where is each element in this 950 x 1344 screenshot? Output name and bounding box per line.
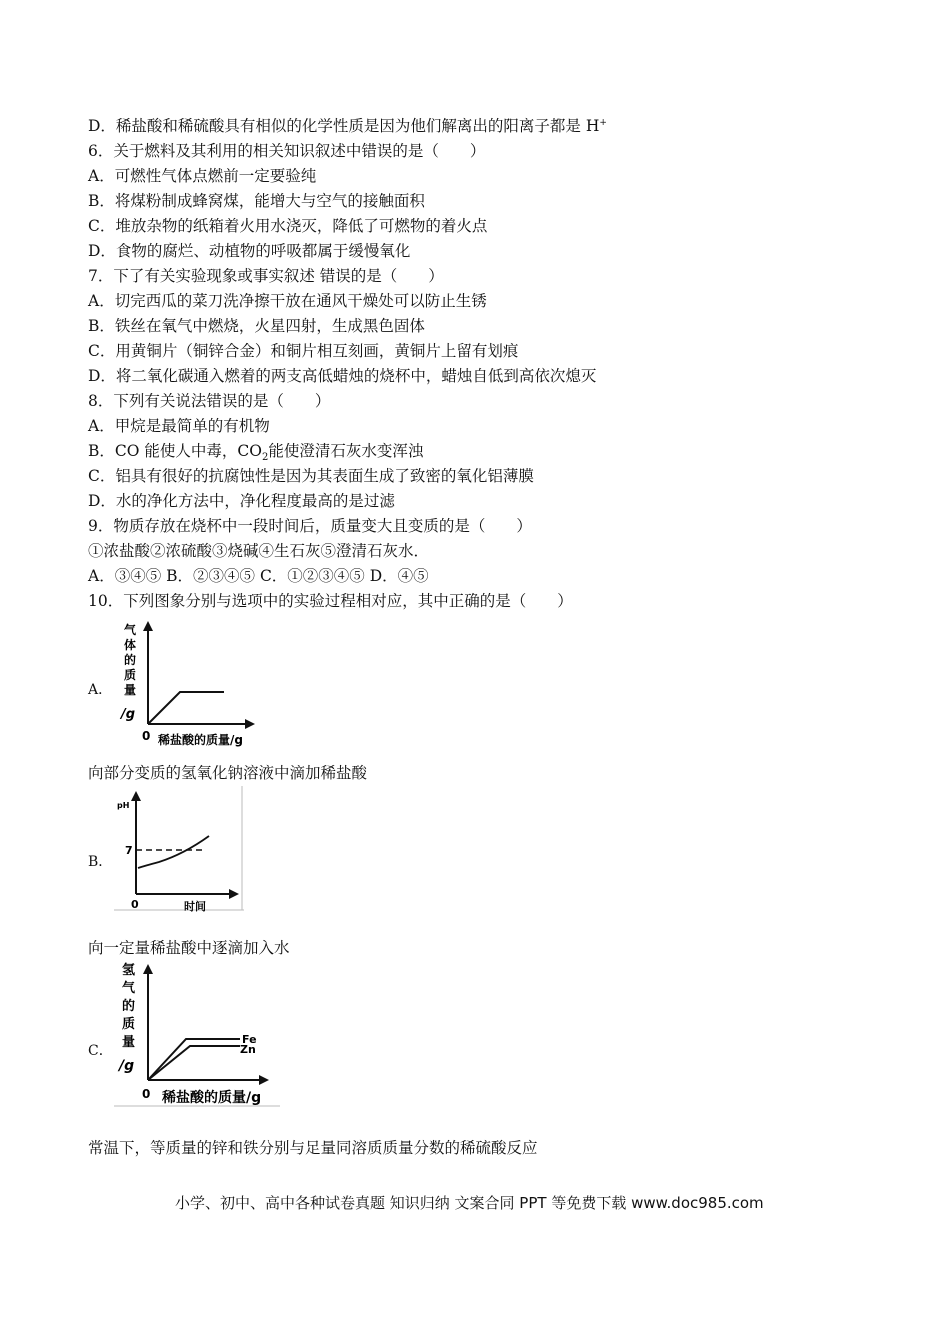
graph-c-series-zn: Zn — [240, 1043, 256, 1056]
graph-c-y-char: 量 — [122, 1035, 136, 1050]
q7-option-c: C．用黄铜片（铜锌合金）和铜片相互刻画，黄铜片上留有划痕 — [88, 342, 519, 360]
graph-b-y-label: pH — [117, 801, 130, 810]
q7-stem: 7．下了有关实验现象或事实叙述 错误的是（ ） — [88, 267, 444, 285]
q6-option-d: D．食物的腐烂、动植物的呼吸都属于缓慢氧化 — [88, 242, 411, 260]
q9-substances: ①浓盐酸②浓硫酸③烧碱④生石灰⑤澄清石灰水． — [88, 542, 430, 560]
q8-option-b: B．CO 能使人中毒，$CO_2$能使澄清石灰水变浑浊 — [88, 442, 424, 464]
graph-a-y-char: 的 — [124, 653, 137, 667]
graph-b-x-label: 时间 — [184, 900, 206, 912]
q10-option-a-label: A． — [88, 682, 113, 698]
graph-c-x-label: 稀盐酸的质量/g — [162, 1090, 262, 1106]
graph-b-tick: 7 — [125, 844, 133, 857]
graph-c-y-char: 质 — [122, 1017, 136, 1032]
page-footer: 小学、初中、高中各种试卷真题 知识归纳 文案合同 PPT 等免费下载 www.doc985.com — [175, 1194, 764, 1212]
graph-a-y-char: 质 — [124, 668, 137, 682]
q9-options: A．③④⑤ B．②③④⑤ C．①②③④⑤ D．④⑤ — [88, 567, 429, 585]
graph-c — [112, 956, 284, 1110]
q10-option-a-caption: 向部分变质的氢氧化钠溶液中滴加稀盐酸 — [88, 764, 368, 782]
graph-c-y-char: /g — [119, 1058, 135, 1074]
graph-a-y-char: 量 — [124, 683, 137, 697]
graph-b — [114, 786, 246, 912]
graph-b-origin: 0 — [131, 898, 139, 911]
graph-a-origin: 0 — [142, 729, 151, 743]
q7-option-d: D．将二氧化碳通入燃着的两支高低蜡烛的烧杯中，蜡烛自低到高依次熄灭 — [88, 367, 597, 385]
q6-option-c: C．堆放杂物的纸箱着火用水浇灭，降低了可燃物的着火点 — [88, 217, 488, 235]
q9-stem: 9．物质存放在烧杯中一段时间后，质量变大且变质的是（ ） — [88, 517, 532, 535]
graph-a — [112, 618, 262, 750]
graph-a-y-char: /g — [121, 707, 136, 722]
q10-option-c-caption: 常温下，等质量的锌和铁分别与足量同溶质质量分数的稀硫酸反应 — [88, 1139, 538, 1157]
q6-option-b: B．将煤粉制成蜂窝煤，能增大与空气的接触面积 — [88, 192, 425, 210]
graph-c-series-fe: Fe — [242, 1033, 257, 1046]
graph-c-origin: 0 — [142, 1087, 151, 1101]
q10-option-b-caption: 向一定量稀盐酸中逐滴加入水 — [88, 939, 290, 957]
q5-option-d: D．稀盐酸和稀硫酸具有相似的化学性质是因为他们解离出的阳离子都是 H+ — [88, 117, 607, 135]
q8-option-c: C．铝具有很好的抗腐蚀性是因为其表面生成了致密的氧化铝薄膜 — [88, 467, 534, 485]
q6-option-a: A．可燃性气体点燃前一定要验纯 — [88, 167, 317, 185]
q6-stem: 6．关于燃料及其利用的相关知识叙述中错误的是（ ） — [88, 142, 486, 160]
graph-c-y-char: 气 — [122, 981, 136, 996]
q7-option-a: A．切完西瓜的菜刀洗净擦干放在通风干燥处可以防止生锈 — [88, 292, 487, 310]
q10-option-c-label: C． — [88, 1043, 113, 1059]
q8-option-d: D．水的净化方法中，净化程度最高的是过滤 — [88, 492, 395, 510]
graph-c-y-char: 的 — [122, 999, 136, 1014]
graph-a-x-label: 稀盐酸的质量/g — [158, 733, 243, 747]
q8-stem: 8．下列有关说法错误的是（ ） — [88, 392, 331, 410]
graph-c-y-char: 氢 — [122, 963, 136, 978]
q10-option-b-label: B． — [88, 854, 113, 870]
q10-stem: 10．下列图象分别与选项中的实验过程相对应，其中正确的是（ ） — [88, 592, 573, 610]
graph-a-y-char: 体 — [124, 638, 137, 652]
q8-option-a: A．甲烷是最简单的有机物 — [88, 417, 270, 435]
graph-a-y-char: 气 — [124, 623, 137, 637]
q7-option-b: B．铁丝在氧气中燃烧，火星四射，生成黑色固体 — [88, 317, 425, 335]
